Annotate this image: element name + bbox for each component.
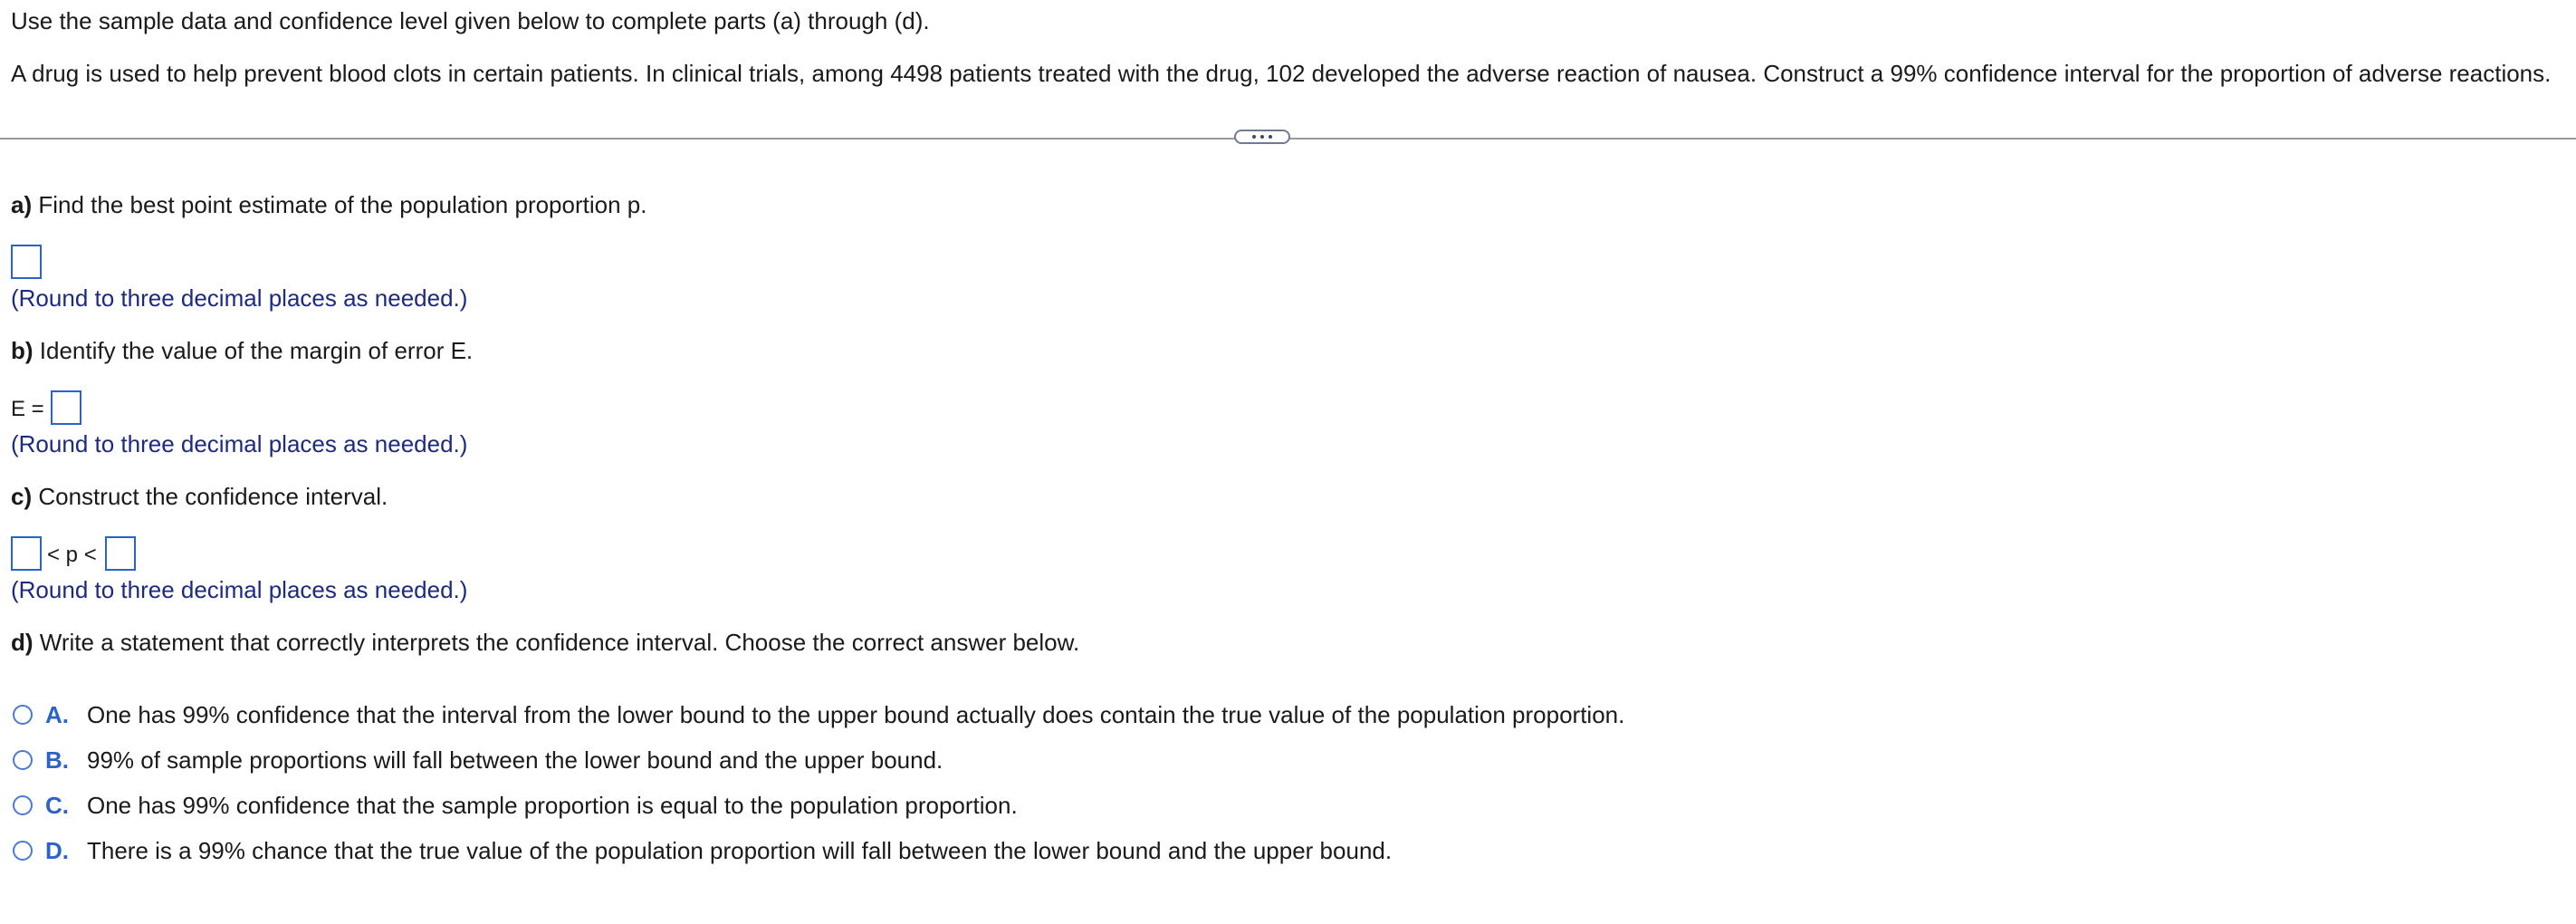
choice-b-option[interactable] xyxy=(13,745,943,775)
choice-a-option[interactable] xyxy=(13,699,1624,730)
choice-d-radio[interactable] xyxy=(13,841,33,861)
margin-of-error-input[interactable] xyxy=(51,390,81,425)
choice-a-radio[interactable] xyxy=(13,705,33,725)
part-c-label: c) xyxy=(11,483,33,510)
part-c-hint: (Round to three decimal places as needed.) xyxy=(11,576,468,603)
choice-b-letter: B. xyxy=(45,746,69,774)
choice-d-letter: D. xyxy=(45,836,69,864)
part-b-question xyxy=(11,337,473,365)
choice-b-text: 99% of sample proportions will fall between the lower bound and the upper bound. xyxy=(87,746,943,774)
part-d-question xyxy=(11,629,1079,657)
part-c-text: Construct the confidence interval. xyxy=(38,483,388,510)
part-a-hint: (Round to three decimal places as needed.) xyxy=(11,284,468,312)
part-d-label: d) xyxy=(11,629,34,656)
part-c-question xyxy=(11,483,388,511)
part-a-question xyxy=(11,191,646,219)
choice-a-text: One has 99% confidence that the interval from the lower bound to the upper bound actually does contain the true value of the population proportion. xyxy=(87,700,1625,728)
part-a-text: Find the best point estimate of the population proportion p. xyxy=(38,191,647,218)
instructions-text: Use the sample data and confidence level given below to complete parts (a) through (d). xyxy=(11,7,930,34)
choice-b-radio[interactable] xyxy=(13,750,33,770)
margin-error-prefix: E = xyxy=(11,397,44,421)
part-b-hint: (Round to three decimal places as needed.) xyxy=(11,430,468,457)
choice-d-text: There is a 99% chance that the true value of the population proportion will fall between the lower bound and the upper bound. xyxy=(87,836,1393,864)
part-a-label: a) xyxy=(11,191,33,218)
upper-bound-input[interactable] xyxy=(105,536,136,571)
choice-d-option[interactable] xyxy=(13,835,1392,866)
interval-inequality: < p < xyxy=(47,543,97,567)
part-b-label: b) xyxy=(11,337,34,364)
choice-a-letter: A. xyxy=(45,700,69,728)
choice-c-letter: C. xyxy=(45,791,69,819)
choice-c-option[interactable] xyxy=(13,790,1018,821)
choice-c-radio[interactable] xyxy=(13,795,33,815)
choice-c-text: One has 99% confidence that the sample proportion is equal to the population proportion. xyxy=(87,791,1018,819)
part-d-text: Write a statement that correctly interprets the confidence interval. Choose the correct answer below. xyxy=(39,629,1080,656)
expand-more-button[interactable] xyxy=(1234,130,1290,144)
part-b-text: Identify the value of the margin of error E. xyxy=(39,337,474,364)
ellipsis-icon xyxy=(1252,135,1256,139)
problem-statement: A drug is used to help prevent blood clots in certain patients. In clinical trials, among 4498 patients treated with the drug, 102 developed the adverse reaction of nausea. Construct a 99% confidence interval for the proportion of adverse reactions. xyxy=(11,60,2552,87)
point-estimate-input[interactable] xyxy=(11,245,42,279)
lower-bound-input[interactable] xyxy=(11,536,42,571)
